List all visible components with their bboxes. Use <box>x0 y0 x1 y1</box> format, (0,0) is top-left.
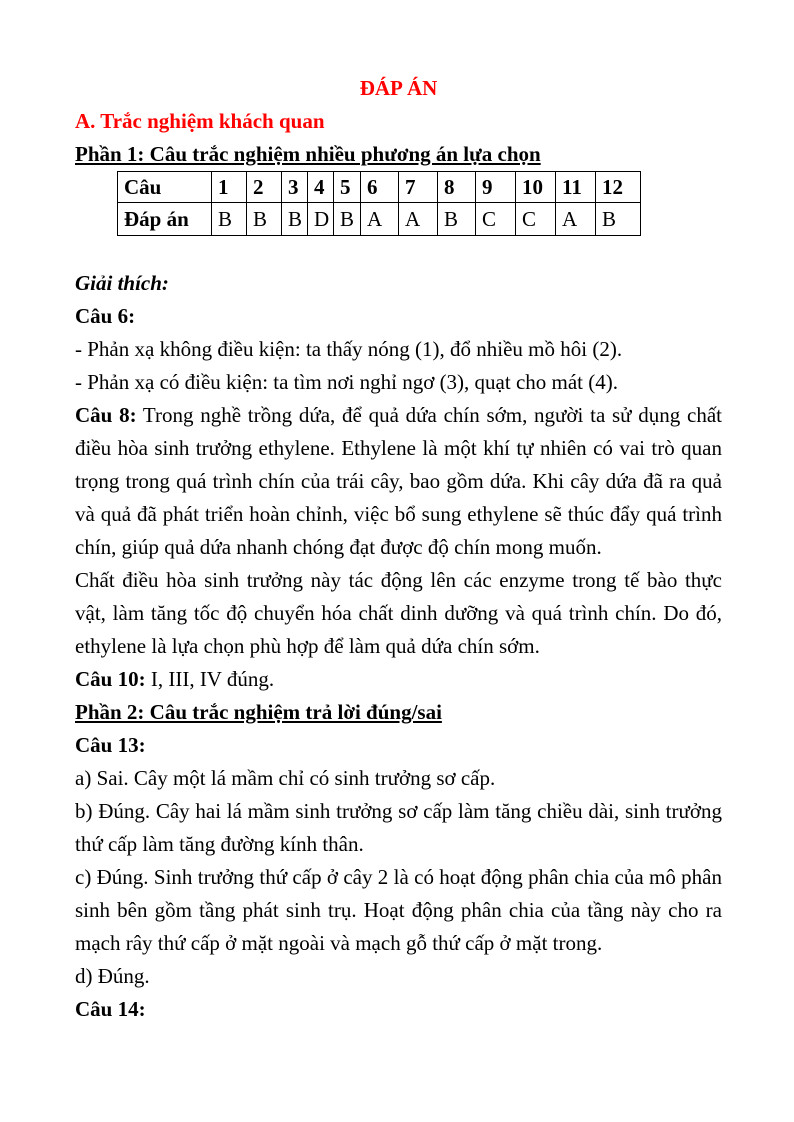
question-10-text: I, III, IV đúng. <box>145 667 275 691</box>
answer-cell: B <box>438 203 476 236</box>
answer-cell: B <box>212 203 247 236</box>
question-number-cell: 5 <box>334 172 361 203</box>
page-title: ĐÁP ÁN <box>359 76 438 100</box>
question-6-label <box>75 300 722 333</box>
part2-heading: Phần 2: Câu trắc nghiệm trả lời đúng/sai <box>75 700 442 724</box>
question-number-cell: 3 <box>282 172 308 203</box>
question-13-label <box>75 729 722 762</box>
answer-row-label: Đáp án <box>118 203 212 236</box>
question-label: Câu 13: <box>75 733 146 757</box>
answer-cell: A <box>399 203 438 236</box>
question-number-cell: 6 <box>361 172 399 203</box>
answer-cell: B <box>247 203 282 236</box>
answer-cell: C <box>476 203 516 236</box>
question-13-item-b: b) Đúng. Cây hai lá mầm sinh trưởng sơ cấp làm tăng chiều dài, sinh trưởng thứ cấp làm tăng đường kính thân. <box>75 799 722 856</box>
question-number-cell: 2 <box>247 172 282 203</box>
answer-row <box>118 203 641 236</box>
question-8-paragraph-2: Chất điều hòa sinh trưởng này tác động lên các enzyme trong tế bào thực vật, làm tăng tốc độ chuyển hóa chất dinh dưỡng và quá trình chín. Do đó, ethylene là lựa chọn phù hợp để làm quả dứa chín sớm. <box>75 568 722 658</box>
part1-heading: Phần 1: Câu trắc nghiệm nhiều phương án lựa chọn <box>75 142 541 166</box>
section-a-heading: A. Trắc nghiệm khách quan <box>75 109 325 133</box>
question-14-label <box>75 993 722 1026</box>
question-number-cell: 4 <box>308 172 334 203</box>
answer-cell: B <box>334 203 361 236</box>
question-label: Câu 14: <box>75 997 146 1021</box>
answer-table <box>117 171 641 236</box>
question-number-cell: 8 <box>438 172 476 203</box>
question-13-item-a: a) Sai. Cây một lá mầm chỉ có sinh trưởng sơ cấp. <box>75 766 496 790</box>
answer-cell: B <box>596 203 641 236</box>
question-number-cell: 11 <box>556 172 596 203</box>
question-8-text: Trong nghề trồng dứa, để quả dứa chín sớm, người ta sử dụng chất điều hòa sinh trưởng ethylene. Ethylene là một khí tự nhiên có vai trò quan trọng trong quá trình chín của trái cây, bao gồm dứa. Khi cây dứa đã ra quả và quả đã phát triển hoàn chỉnh, việc bổ sung ethylene sẽ thúc đẩy quá trình chín, giúp quả dứa nhanh chóng đạt được độ chín mong muốn. <box>75 403 722 559</box>
question-label: Câu 8: <box>75 403 137 427</box>
answer-cell: A <box>556 203 596 236</box>
question-8-paragraph <box>75 399 722 564</box>
question-number-cell: 12 <box>596 172 641 203</box>
question-label: Câu 10: <box>75 667 146 691</box>
question-6-line-1: - Phản xạ không điều kiện: ta thấy nóng (1), đổ nhiều mồ hôi (2). <box>75 337 623 361</box>
answer-cell: A <box>361 203 399 236</box>
question-6-line-2: - Phản xạ có điều kiện: ta tìm nơi nghỉ ngơ (3), quạt cho mát (4). <box>75 370 619 394</box>
question-number-cell: 9 <box>476 172 516 203</box>
question-number-cell: 7 <box>399 172 438 203</box>
answer-cell: B <box>282 203 308 236</box>
question-13-item-d: d) Đúng. <box>75 964 150 988</box>
question-label: Câu 6: <box>75 304 136 328</box>
explanation-heading: Giải thích: <box>75 271 169 295</box>
question-number-cell: 10 <box>516 172 556 203</box>
question-number-row <box>118 172 641 203</box>
question-13-item-c: c) Đúng. Sinh trưởng thứ cấp ở cây 2 là có hoạt động phân chia của mô phân sinh bên gồm tầng phát sinh trụ. Hoạt động phân chia của tầng này cho ra mạch rây thứ cấp ở mặt ngoài và mạch gỗ thứ cấp ở mặt trong. <box>75 865 722 955</box>
question-10-line <box>75 663 722 696</box>
question-number-cell: 1 <box>212 172 247 203</box>
answer-cell: C <box>516 203 556 236</box>
table-corner-label: Câu <box>118 172 212 203</box>
answer-cell: D <box>308 203 334 236</box>
